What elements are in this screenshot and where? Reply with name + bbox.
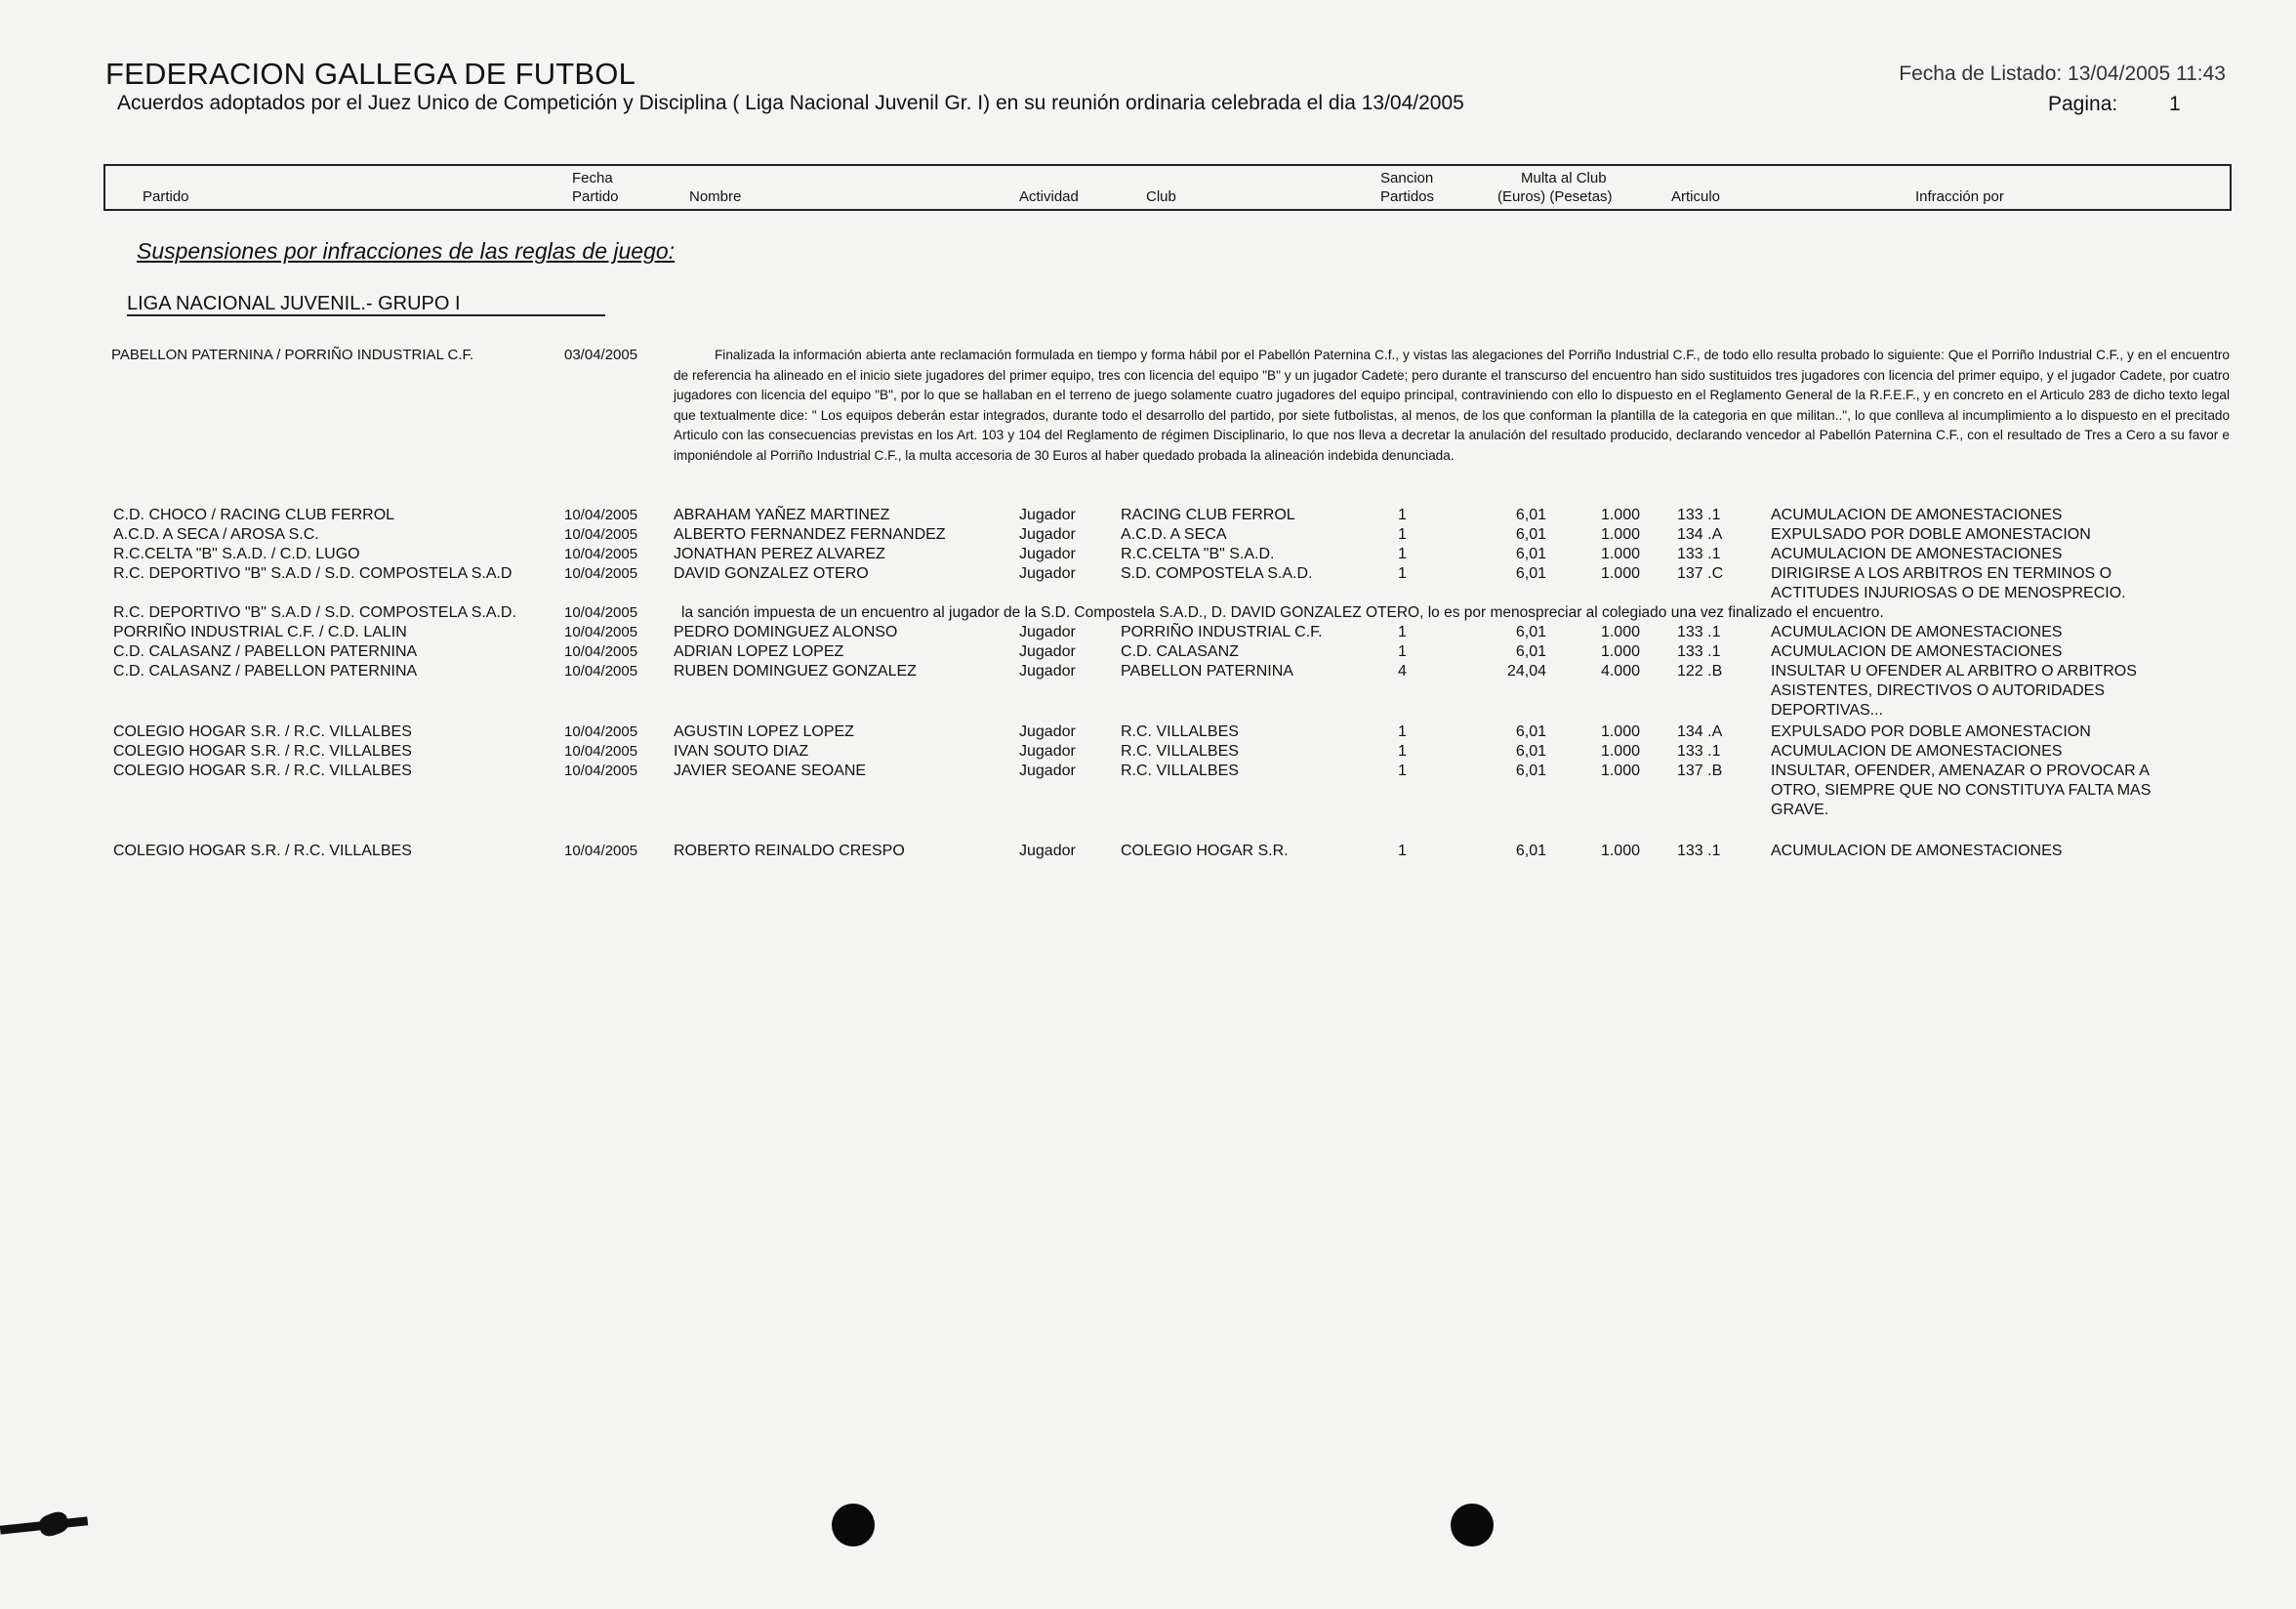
row-club: COLEGIO HOGAR S.R.: [1121, 843, 1289, 859]
row-nombre: ABRAHAM YAÑEZ MARTINEZ: [674, 507, 890, 523]
row-partido: COLEGIO HOGAR S.R. / R.C. VILLALBES: [113, 723, 412, 740]
row-sancion: 1: [1398, 763, 1407, 779]
row-pesetas: 1.000: [1600, 546, 1640, 562]
row-articulo: 122 .B: [1677, 663, 1723, 680]
row-club: RACING CLUB FERROL: [1121, 507, 1295, 523]
row-infraccion-line: ASISTENTES, DIRECTIVOS O AUTORIDADES: [1771, 682, 2105, 699]
row-infraccion-line: ACUMULACION DE AMONESTACIONES: [1771, 546, 2063, 562]
scan-smudge-blot: [36, 1509, 71, 1540]
row-pesetas: 1.000: [1600, 763, 1640, 779]
col-sancion-line1: Sancion: [1380, 170, 1434, 186]
page-number: 1: [2169, 93, 2181, 115]
row-partido: R.C. DEPORTIVO "B" S.A.D / S.D. COMPOSTELA S.A.D: [113, 565, 512, 582]
row-partido: C.D. CALASANZ / PABELLON PATERNINA: [113, 663, 418, 680]
col-fecha-line1: Fecha: [572, 170, 613, 186]
row-sancion: 1: [1398, 843, 1407, 859]
row-actividad: Jugador: [1019, 843, 1076, 859]
row-infraccion-line: DIRIGIRSE A LOS ARBITROS EN TERMINOS O: [1771, 565, 2112, 582]
row-nombre: DAVID GONZALEZ OTERO: [674, 565, 869, 582]
row-infraccion-line: ACUMULACION DE AMONESTACIONES: [1771, 843, 2063, 859]
row-nombre: JAVIER SEOANE SEOANE: [674, 763, 867, 779]
row-club: PABELLON PATERNINA: [1121, 663, 1293, 680]
row-partido: C.D. CHOCO / RACING CLUB FERROL: [113, 507, 395, 523]
row-infraccion-line: OTRO, SIEMPRE QUE NO CONSTITUYA FALTA MAS: [1771, 782, 2152, 799]
federation-title: FEDERACION GALLEGA DE FUTBOL: [105, 57, 636, 91]
row-fecha: 10/04/2005: [564, 743, 638, 760]
row-sancion: 1: [1398, 526, 1407, 543]
resolution-paragraph: Finalizada la información abierta ante reclamación formulada en tiempo y forma hábil por el Pabellón Paternina C.f., y vistas las alegaciones del Porriño Industrial C.F., de todo ello resulta probado lo siguiente: Que el Porriño Industrial C.F., y en el encuentro de referencia ha alineado en el inicio siete jugadores del primer equipo, tres con licencia del equipo "B" y un jugador Cadete; pero durante el transcurso del encuentro han sido sustituidos tres jugadores con licencia del primer equipo, y el jugador Cadete, por cuatro jugadores con licencia del equipo "B", por lo que se hallaban en el terreno de juego solamente cuatro jugadores del equipo principal, contraviniendo con ello lo dispuesto en el Reglamento General de la R.F.E.F., y en concreto en el Articulo 283 de dicho texto legal que textualmente dice: " Los equipos deberán estar integrados, durante todo el desarrollo del partido, por siete futbolistas, al menos, de los que conforman la plantilla de la categoria en que militan..", lo que conlleva al incumplimiento a lo dispuesto en el precitado Articulo con las consecuencias previstas en los Art. 103 y 104 del Reglamento de régimen Disciplinario, lo que nos lleva a decretar la anulación del resultado producido, declarando vencedor al Pabellón Paternina C.F., con el resultado de Tres a Cero a su favor e imponiéndole al Porriño Industrial C.F., la multa accesoria de 30 Euros al haber quedado probada la alineación indebida denunciada.: [674, 348, 2230, 463]
col-club: Club: [1146, 188, 1176, 205]
row-partido: C.D. CALASANZ / PABELLON PATERNINA: [113, 643, 418, 660]
row-nombre: ADRIAN LOPEZ LOPEZ: [674, 643, 844, 660]
row-articulo: 133 .1: [1677, 546, 1721, 562]
row-pesetas: 1.000: [1600, 843, 1640, 859]
row-nombre: IVAN SOUTO DIAZ: [674, 743, 809, 760]
row-infraccion-line: EXPULSADO POR DOBLE AMONESTACION: [1771, 723, 2091, 740]
row-fecha: 10/04/2005: [564, 763, 638, 779]
row-sancion: 1: [1398, 743, 1407, 760]
row-club: PORRIÑO INDUSTRIAL C.F.: [1121, 624, 1323, 640]
row-pesetas: 1.000: [1600, 743, 1640, 760]
col-multa-line2: (Euros) (Pesetas): [1497, 188, 1613, 205]
row-nombre: ROBERTO REINALDO CRESPO: [674, 843, 905, 859]
row-euros: 24,04: [1506, 663, 1546, 680]
row-articulo: 133 .1: [1677, 843, 1721, 859]
row-fecha: 10/04/2005: [564, 565, 638, 582]
row-euros: 6,01: [1515, 526, 1546, 543]
row-articulo: 134 .A: [1677, 526, 1723, 543]
punch-hole-left: [832, 1504, 875, 1547]
row-pesetas: 1.000: [1600, 723, 1640, 740]
row-euros: 6,01: [1515, 743, 1546, 760]
row-actividad: Jugador: [1019, 643, 1076, 660]
row-partido: COLEGIO HOGAR S.R. / R.C. VILLALBES: [113, 763, 412, 779]
row-euros: 6,01: [1515, 507, 1546, 523]
row-note: la sanción impuesta de un encuentro al jugador de la S.D. Compostela S.A.D., D. DAVID GONZALEZ OTERO, lo es por menospreciar al colegiado una vez finalizado el encuentro.: [681, 604, 1884, 621]
col-sancion-line2: Partidos: [1380, 188, 1435, 205]
col-fecha-line2: Partido: [572, 188, 619, 205]
col-articulo: Articulo: [1671, 188, 1721, 205]
row-articulo: 137 .B: [1677, 763, 1723, 779]
punch-hole-right: [1451, 1504, 1494, 1547]
row-euros: 6,01: [1515, 843, 1546, 859]
row-sancion: 1: [1398, 507, 1407, 523]
row-club: S.D. COMPOSTELA S.A.D.: [1121, 565, 1313, 582]
row-pesetas: 4.000: [1600, 663, 1640, 680]
row-sancion: 1: [1398, 565, 1407, 582]
row-infraccion-line: ACUMULACION DE AMONESTACIONES: [1771, 643, 2063, 660]
row-infraccion-line: ACTITUDES INJURIOSAS O DE MENOSPRECIO.: [1771, 585, 2126, 601]
row-nombre: JONATHAN PEREZ ALVAREZ: [674, 546, 885, 562]
row-euros: 6,01: [1515, 763, 1546, 779]
first-entry-partido: PABELLON PATERNINA / PORRIÑO INDUSTRIAL C.F.: [111, 347, 474, 363]
row-fecha: 10/04/2005: [564, 843, 638, 859]
row-sancion: 1: [1398, 723, 1407, 740]
row-actividad: Jugador: [1019, 507, 1076, 523]
row-sancion: 1: [1398, 624, 1407, 640]
row-actividad: Jugador: [1019, 624, 1076, 640]
row-infraccion-line: GRAVE.: [1771, 802, 1829, 818]
row-pesetas: 1.000: [1600, 624, 1640, 640]
row-nombre: RUBEN DOMINGUEZ GONZALEZ: [674, 663, 917, 680]
col-fecha: [572, 169, 619, 206]
row-partido: COLEGIO HOGAR S.R. / R.C. VILLALBES: [113, 843, 412, 859]
first-entry-fecha: 03/04/2005: [564, 347, 638, 363]
col-infraccion: Infracción por: [1915, 188, 2004, 205]
row-actividad: Jugador: [1019, 743, 1076, 760]
row-infraccion-line: INSULTAR, OFENDER, AMENAZAR O PROVOCAR A: [1771, 763, 2150, 779]
row-club: R.C. VILLALBES: [1121, 723, 1239, 740]
meeting-subtitle: Acuerdos adoptados por el Juez Unico de Competición y Disciplina ( Liga Nacional Juvenil Gr. I) en su reunión ordinaria celebrada el dia 13/04/2005: [117, 92, 1464, 114]
row-nombre: AGUSTIN LOPEZ LOPEZ: [674, 723, 854, 740]
row-pesetas: 1.000: [1600, 643, 1640, 660]
row-partido: COLEGIO HOGAR S.R. / R.C. VILLALBES: [113, 743, 412, 760]
row-fecha: 10/04/2005: [564, 507, 638, 523]
col-multa: [1497, 169, 1613, 206]
row-partido: A.C.D. A SECA / AROSA S.C.: [113, 526, 319, 543]
row-fecha: 10/04/2005: [564, 663, 638, 680]
row-articulo: 133 .1: [1677, 624, 1721, 640]
row-sancion: 4: [1398, 663, 1407, 680]
row-pesetas: 1.000: [1600, 565, 1640, 582]
row-infraccion-line: INSULTAR U OFENDER AL ARBITRO O ARBITROS: [1771, 663, 2137, 680]
row-euros: 6,01: [1515, 546, 1546, 562]
row-sancion: 1: [1398, 546, 1407, 562]
row-actividad: Jugador: [1019, 763, 1076, 779]
row-partido: R.C. DEPORTIVO "B" S.A.D / S.D. COMPOSTELA S.A.D.: [113, 604, 516, 621]
row-partido: PORRIÑO INDUSTRIAL C.F. / C.D. LALIN: [113, 624, 407, 640]
row-club: C.D. CALASANZ: [1121, 643, 1239, 660]
section-title: Suspensiones por infracciones de las reglas de juego:: [137, 238, 676, 264]
row-euros: 6,01: [1515, 643, 1546, 660]
row-fecha: 10/04/2005: [564, 546, 638, 562]
row-club: R.C. VILLALBES: [1121, 763, 1239, 779]
col-multa-line1: Multa al Club: [1521, 170, 1607, 186]
row-club: R.C. VILLALBES: [1121, 743, 1239, 760]
row-euros: 6,01: [1515, 624, 1546, 640]
row-euros: 6,01: [1515, 565, 1546, 582]
row-actividad: Jugador: [1019, 526, 1076, 543]
row-actividad: Jugador: [1019, 723, 1076, 740]
row-infraccion-line: ACUMULACION DE AMONESTACIONES: [1771, 624, 2063, 640]
row-nombre: ALBERTO FERNANDEZ FERNANDEZ: [674, 526, 946, 543]
row-sancion: 1: [1398, 643, 1407, 660]
row-articulo: 133 .1: [1677, 507, 1721, 523]
row-articulo: 133 .1: [1677, 643, 1721, 660]
group-underline: [127, 314, 605, 316]
row-infraccion-line: ACUMULACION DE AMONESTACIONES: [1771, 743, 2063, 760]
row-pesetas: 1.000: [1600, 507, 1640, 523]
row-euros: 6,01: [1515, 723, 1546, 740]
row-fecha: 10/04/2005: [564, 643, 638, 660]
row-fecha: 10/04/2005: [564, 604, 638, 621]
row-infraccion-line: DEPORTIVAS...: [1771, 702, 1883, 719]
row-fecha: 10/04/2005: [564, 526, 638, 543]
col-partido: Partido: [143, 188, 189, 205]
list-date: Fecha de Listado: 13/04/2005 11:43: [1899, 62, 2226, 85]
row-nombre: PEDRO DOMINGUEZ ALONSO: [674, 624, 898, 640]
row-articulo: 137 .C: [1677, 565, 1724, 582]
col-actividad: Actividad: [1019, 188, 1079, 205]
row-actividad: Jugador: [1019, 565, 1076, 582]
row-actividad: Jugador: [1019, 663, 1076, 680]
col-sancion: [1380, 169, 1434, 206]
col-nombre: Nombre: [689, 188, 742, 205]
row-fecha: 10/04/2005: [564, 624, 638, 640]
first-entry-resolution-text: [674, 346, 2230, 466]
row-partido: R.C.CELTA "B" S.A.D. / C.D. LUGO: [113, 546, 360, 562]
row-club: A.C.D. A SECA: [1121, 526, 1227, 543]
row-infraccion-line: EXPULSADO POR DOBLE AMONESTACION: [1771, 526, 2091, 543]
row-actividad: Jugador: [1019, 546, 1076, 562]
row-pesetas: 1.000: [1600, 526, 1640, 543]
column-header-box: [103, 164, 2232, 211]
row-articulo: 134 .A: [1677, 723, 1723, 740]
group-title: LIGA NACIONAL JUVENIL.- GRUPO I: [127, 293, 461, 314]
row-articulo: 133 .1: [1677, 743, 1721, 760]
row-club: R.C.CELTA "B" S.A.D.: [1121, 546, 1275, 562]
page-label: Pagina:: [2048, 93, 2118, 115]
row-infraccion-line: ACUMULACION DE AMONESTACIONES: [1771, 507, 2063, 523]
row-fecha: 10/04/2005: [564, 723, 638, 740]
